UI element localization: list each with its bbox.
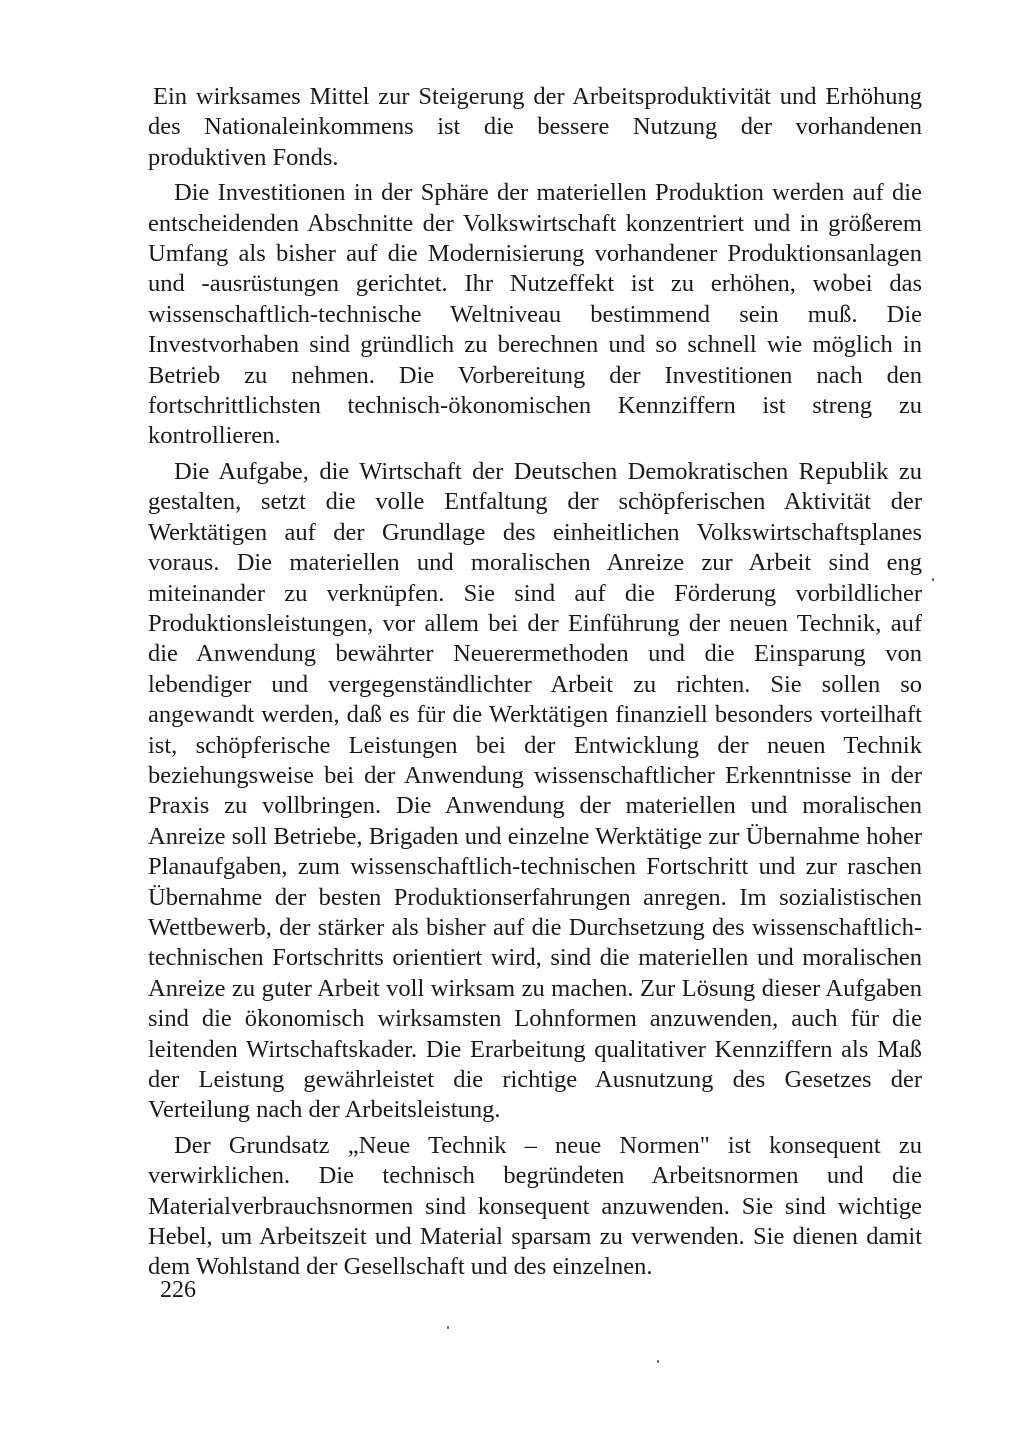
paragraph-incentives: Die Aufgabe, die Wirtschaft der Deutschen Demokratischen Republik zu gestalten, setzt die volle Entfaltung der schöpferischen Aktivität der Werktätigen auf der Grundlage des einheitlichen Volkswirtschaftsplanes voraus. Die materiellen und moralischen Anreize zur Arbeit sind eng miteinander zu verknüpfen. Sie sind auf die Förderung vorbildlicher Produktionsleistungen, vor allem bei der Einführung der neuen Technik, auf die Anwendung bewährter Neuerermethoden und die Einsparung von lebendiger und vergegenständlichter Arbeit zu richten. Sie sollen so angewandt werden, daß es für die Werktätigen finanziell besonders vorteilhaft ist, schöpferische Leistungen bei der Entwicklung der neuen Technik beziehungsweise bei der Anwendung wissenschaftlicher Erkenntnisse in der Praxis zu vollbringen. Die Anwendung der materiellen und moralischen Anreize soll Betriebe, Brigaden und einzelne Werktätige zur Übernahme hoher Planaufgaben, zum wissenschaftlich-technischen Fortschritt und zur raschen Übernahme der besten Produktionserfahrungen anregen. Im sozialistischen Wettbewerb, der stärker als bisher auf die Durchsetzung des wissenschaftlich-technischen Fortschritts orientiert wird, sind die materiellen und moralischen Anreize zu guter Arbeit voll wirksam zu machen. Zur Lösung dieser Aufgaben sind die ökonomisch wirksamsten Lohnformen anzuwenden, auch für die leitenden Wirtschaftskader. Die Erarbeitung qualitativer Kennziffern als Maß der Leistung gewährleistet die richtige Ausnutzung des Gesetzes der Verteilung nach der Arbeitsleistung. (148, 457, 922, 1124)
page-number: 226 (160, 1277, 196, 1303)
paragraph-norms: Der Grundsatz „Neue Technik – neue Normen" ist konsequent zu verwirklichen. Die technisch begründeten Arbeitsnormen und die Materialverbrauchsnormen sind konsequent anzuwenden. Sie sind wichtige Hebel, um Arbeitszeit und Material sparsam zu verwenden. Sie dienen damit dem Wohlstand der Gesellschaft und des einzelnen. (148, 1131, 922, 1281)
body-text (148, 82, 922, 1288)
paragraph-productive-funds: Ein wirksames Mittel zur Steigerung der Arbeitsproduktivität und Erhöhung des Nationaleinkommens ist die bessere Nutzung der vorhandenen produktiven Fonds. (148, 83, 922, 171)
paragraph-investments: Die Investitionen in der Sphäre der materiellen Produktion werden auf die entscheidenden Abschnitte der Volkswirtschaft konzentriert und in größerem Umfang als bisher auf die Modernisierung vorhandener Produktionsanlagen und -ausrüstungen gerichtet. Ihr Nutzeffekt ist zu erhöhen, wobei das wissenschaftlich-technische Weltniveau bestimmend sein muß. Die Investvorhaben sind gründlich zu berechnen und so schnell wie möglich in Betrieb zu nehmen. Die Vorbereitung der Investitionen nach den fortschrittlichsten technisch-ökonomischen Kennziffern ist streng zu kontrollieren. (148, 179, 922, 450)
scan-speck (447, 1326, 449, 1329)
scan-speck (932, 578, 934, 581)
scan-speck (657, 1360, 659, 1363)
